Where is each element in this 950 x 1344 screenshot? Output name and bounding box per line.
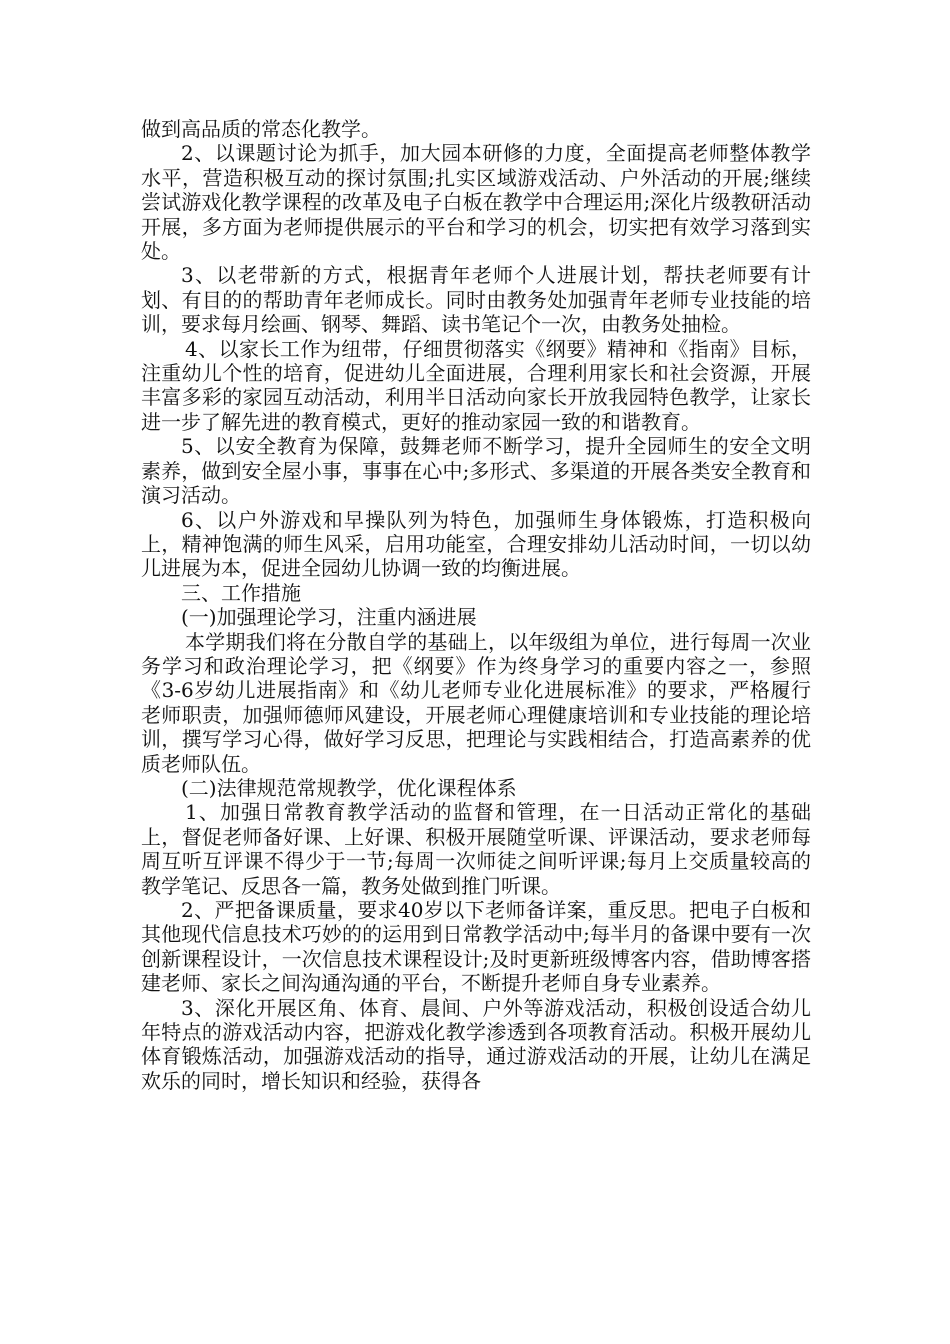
- paragraph-item-6: 6、以户外游戏和早操队列为特色，加强师生身体锻炼，打造积极向上，精神饱满的师生风采，启用功能室，合理安排幼儿活动时间，一切以幼儿进展为本，促进全园幼儿协调一致的均衡进展。: [141, 507, 811, 581]
- paragraph-continuation: 做到高品质的常态化教学。: [141, 117, 381, 141]
- paragraph-theory-study: 本学期我们将在分散自学的基础上，以年级组为单位，进行每周一次业务学习和政治理论学习，把《纲要》作为终身学习的重要内容之一，参照《3-6岁幼儿进展指南》和《幼儿老师专业化进展标准》的要求，严格履行老师职责，加强师德师风建设，开展老师心理健康培训和专业技能的理论培训，撰写学习心得，做好学习反思，把理论与实践相结合，打造高素养的优质老师队伍。: [141, 629, 811, 776]
- paragraph-item-5: 5、以安全教育为保障，鼓舞老师不断学习，提升全园师生的安全文明素养，做到安全屋小事，事事在心中;多形式、多渠道的开展各类安全教育和演习活动。: [141, 434, 811, 508]
- paragraph-item-2: 2、以课题讨论为抓手，加大园本研修的力度，全面提高老师整体教学水平，营造积极互动的探讨氛围;扎实区域游戏活动、户外活动的开展;继续尝试游戏化教学课程的改革及电子白板在教学中合理运用;深化片级教研活动开展，多方面为老师提供展示的平台和学习的机会，切实把有效学习落到实处。: [141, 141, 811, 264]
- paragraph-item-3: 3、以老带新的方式，根据青年老师个人进展计划，帮扶老师要有计划、有目的的帮助青年老师成长。同时由教务处加强青年老师专业技能的培训，要求每月绘画、钢琴、舞蹈、读书笔记个一次，由教务处抽检。: [141, 263, 811, 337]
- subsection-heading-teaching: (二)法律规范常规教学，优化课程体系: [181, 775, 517, 800]
- paragraph-teaching-1: 1、加强日常教育教学活动的监督和管理，在一日活动正常化的基础上，督促老师备好课、上好课、积极开展随堂听课、评课活动，要求老师每周互听互评课不得少于一节;每周一次师徒之间听评课;每月上交质量较高的教学笔记、反思各一篇，教务处做到推门听课。: [141, 800, 811, 898]
- paragraph-teaching-3: 3、深化开展区角、体育、晨间、户外等游戏活动，积极创设适合幼儿年特点的游戏活动内容，把游戏化教学渗透到各项教育活动。积极开展幼儿体育锻炼活动，加强游戏活动的指导，通过游戏活动的开展，让幼儿在满足欢乐的同时，增长知识和经验，获得各: [141, 995, 811, 1093]
- document-body: [141, 117, 811, 1093]
- paragraph-teaching-2: 2、严把备课质量，要求40岁以下老师备详案，重反思。把电子白板和其他现代信息技术巧妙的的运用到日常教学活动中;每半月的备课中要有一次创新课程设计，一次信息技术课程设计;及时更新班级博客内容，借助博客搭建老师、家长之间沟通沟通的平台，不断提升老师自身专业素养。: [141, 898, 811, 996]
- subsection-heading-theory: (一)加强理论学习，注重内涵进展: [181, 605, 477, 630]
- section-heading-measures: 三、工作措施: [181, 580, 301, 605]
- paragraph-item-4: 4、以家长工作为纽带，仔细贯彻落实《纲要》精神和《指南》目标，注重幼儿个性的培育，促进幼儿全面进展，合理利用家长和社会资源，开展丰富多彩的家园互动活动，利用半日活动向家长开放我园特色教学，让家长进一步了解先进的教育模式，更好的推动家园一致的和谐教育。: [141, 336, 811, 434]
